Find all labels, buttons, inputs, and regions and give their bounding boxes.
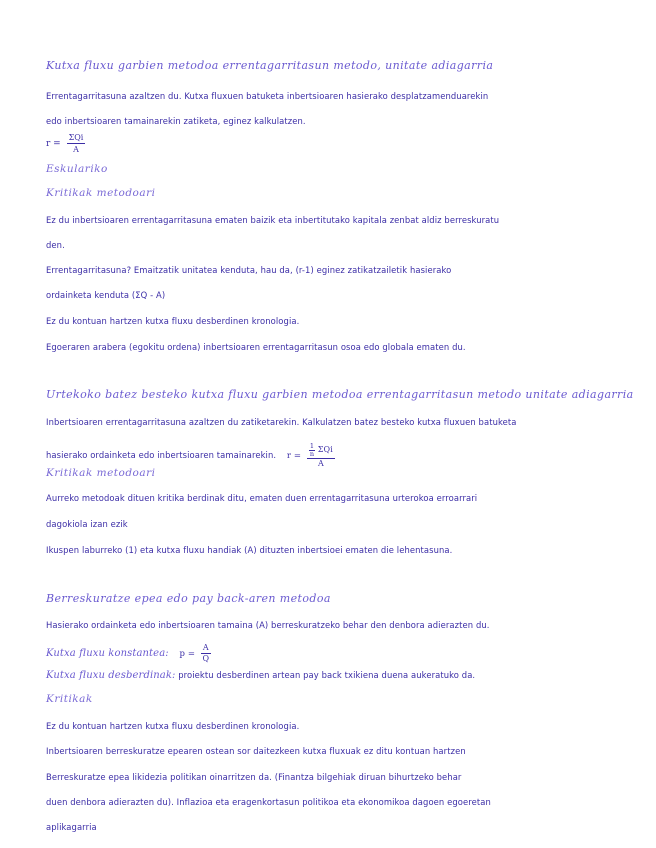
formula-numerator: A: [202, 643, 209, 652]
formula-inner-fraction: [309, 443, 315, 457]
section3-different-flows-text: proiektu desberdinen artean pay back txikiena duena aukeratuko da.: [178, 670, 476, 680]
formula-inner-top: 1: [309, 442, 315, 450]
section1-critic-line: Ez du kontuan hartzen kutxa fluxu desberdinen kronologia.: [46, 316, 300, 326]
formula-lhs: p =: [179, 649, 196, 659]
formula-denominator: Q: [202, 654, 210, 663]
section3-critic-line: Ez du kontuan hartzen kutxa fluxu desberdinen kronologia.: [46, 721, 300, 731]
section1-paragraph-line: edo inbertsioaren tamainarekin zatiketa, eginez kalkulatzen.: [46, 116, 306, 126]
section3-constant-flow-label: Kutxa fluxu konstantea:: [46, 648, 169, 659]
section2-critics-heading: Kritikak metodoari: [46, 467, 156, 479]
section3-paragraph-line: Hasierako ordainketa edo inbertsioaren tamaina (A) berreskuratzeko behar den denbora adierazten du.: [46, 620, 490, 630]
section1-critics-heading: Kritikak metodoari: [46, 187, 156, 199]
section3-critics-heading: Kritikak: [46, 693, 93, 705]
section3-critic-line: duen denbora adierazten du). Inflazioa eta eragenkortasun politikoa eta ekonomikoa dagoen egoeretan: [46, 797, 491, 807]
section2-critic-line: dagokiola izan ezik: [46, 519, 128, 529]
section1-critic-line: Ez du inbertsioaren errentagarritasuna ematen baizik eta inbertitutako kapitala zenbat aldiz berreskuratu: [46, 215, 500, 225]
formula-denominator: A: [317, 459, 324, 468]
section1-paragraph-line: Errentagarritasuna azaltzen du. Kutxa fluxuen batuketa inbertsioaren hasierako desplatzamenduarekin: [46, 91, 489, 101]
formula-numerator: [307, 443, 335, 459]
section3-formula: [180, 644, 211, 663]
section1-critic-line: den.: [46, 240, 65, 250]
section1-critic-line: Egoeraren arabera (egokitu ordena) inbertsioaren errentagarritasun osoa edo globala ematen du.: [46, 342, 466, 352]
section2-title: Urtekoko batez besteko kutxa fluxu garbien metodoa errentagarritasun metodo unitate adiagarria: [46, 388, 634, 401]
section2-paragraph-text: hasierako ordainketa edo inbertsioaren tamainarekin.: [46, 450, 277, 460]
formula-sum: ΣQi: [317, 445, 333, 454]
section1-subheading: Eskulariko: [46, 163, 108, 175]
section3-critic-line: aplikagarria: [46, 822, 97, 832]
formula-fraction: [67, 133, 86, 154]
section2-paragraph-line: Inbertsioaren errentagarritasuna azaltzen du zatiketarekin. Kalkulatzen batez besteko kutxa fluxuen batuketa: [46, 417, 517, 427]
formula-fraction: [201, 644, 211, 663]
formula-lhs: r =: [286, 451, 302, 461]
formula-lhs: r =: [46, 139, 61, 149]
section2-formula: [287, 443, 335, 468]
section3-critic-line: Berreskuratze epea likidezia politikan oinarritzen da. (Finantza bilgehiak diruan bihurtzeko behar: [46, 772, 462, 782]
section3-title: Berreskuratze epea edo pay back-aren metodoa: [46, 592, 331, 605]
section3-different-flows-line: [46, 671, 475, 681]
section2-critic-line: Ikuspen laburreko (1) eta kutxa fluxu handiak (A) dituzten inbertsioei ematen die lehentasuna.: [46, 545, 453, 555]
section3-critic-line: Inbertsioaren berreskuratze epearen ostean sor daitezkeen kutxa fluxuak ez ditu kontuan hartzen: [46, 746, 466, 756]
section2-critic-line: Aurreko metodoak dituen kritika berdinak ditu, ematen duen errentagarritasuna urterokoa erroarrari: [46, 493, 478, 503]
section1-critic-line: Errentagarritasuna? Emaitzatik unitatea kenduta, hau da, (r-1) eginez zatikatzailetik hasierako: [46, 265, 452, 275]
formula-numerator: ΣQi: [68, 133, 84, 142]
formula-denominator: A: [73, 145, 79, 154]
section2-paragraph-line: [46, 443, 335, 468]
section1-formula: [46, 133, 85, 154]
section1-title: Kutxa fluxu garbien metodoa errentagarritasun metodo, unitate adiagarria: [46, 59, 494, 72]
section3-different-flows-label: Kutxa fluxu desberdinak:: [46, 670, 176, 681]
formula-inner-bottom: n: [309, 449, 315, 458]
formula-fraction: [307, 443, 335, 468]
section1-critic-line: ordainketa kenduta (ΣQ - A): [46, 290, 166, 300]
section3-constant-flow-line: [46, 644, 211, 663]
